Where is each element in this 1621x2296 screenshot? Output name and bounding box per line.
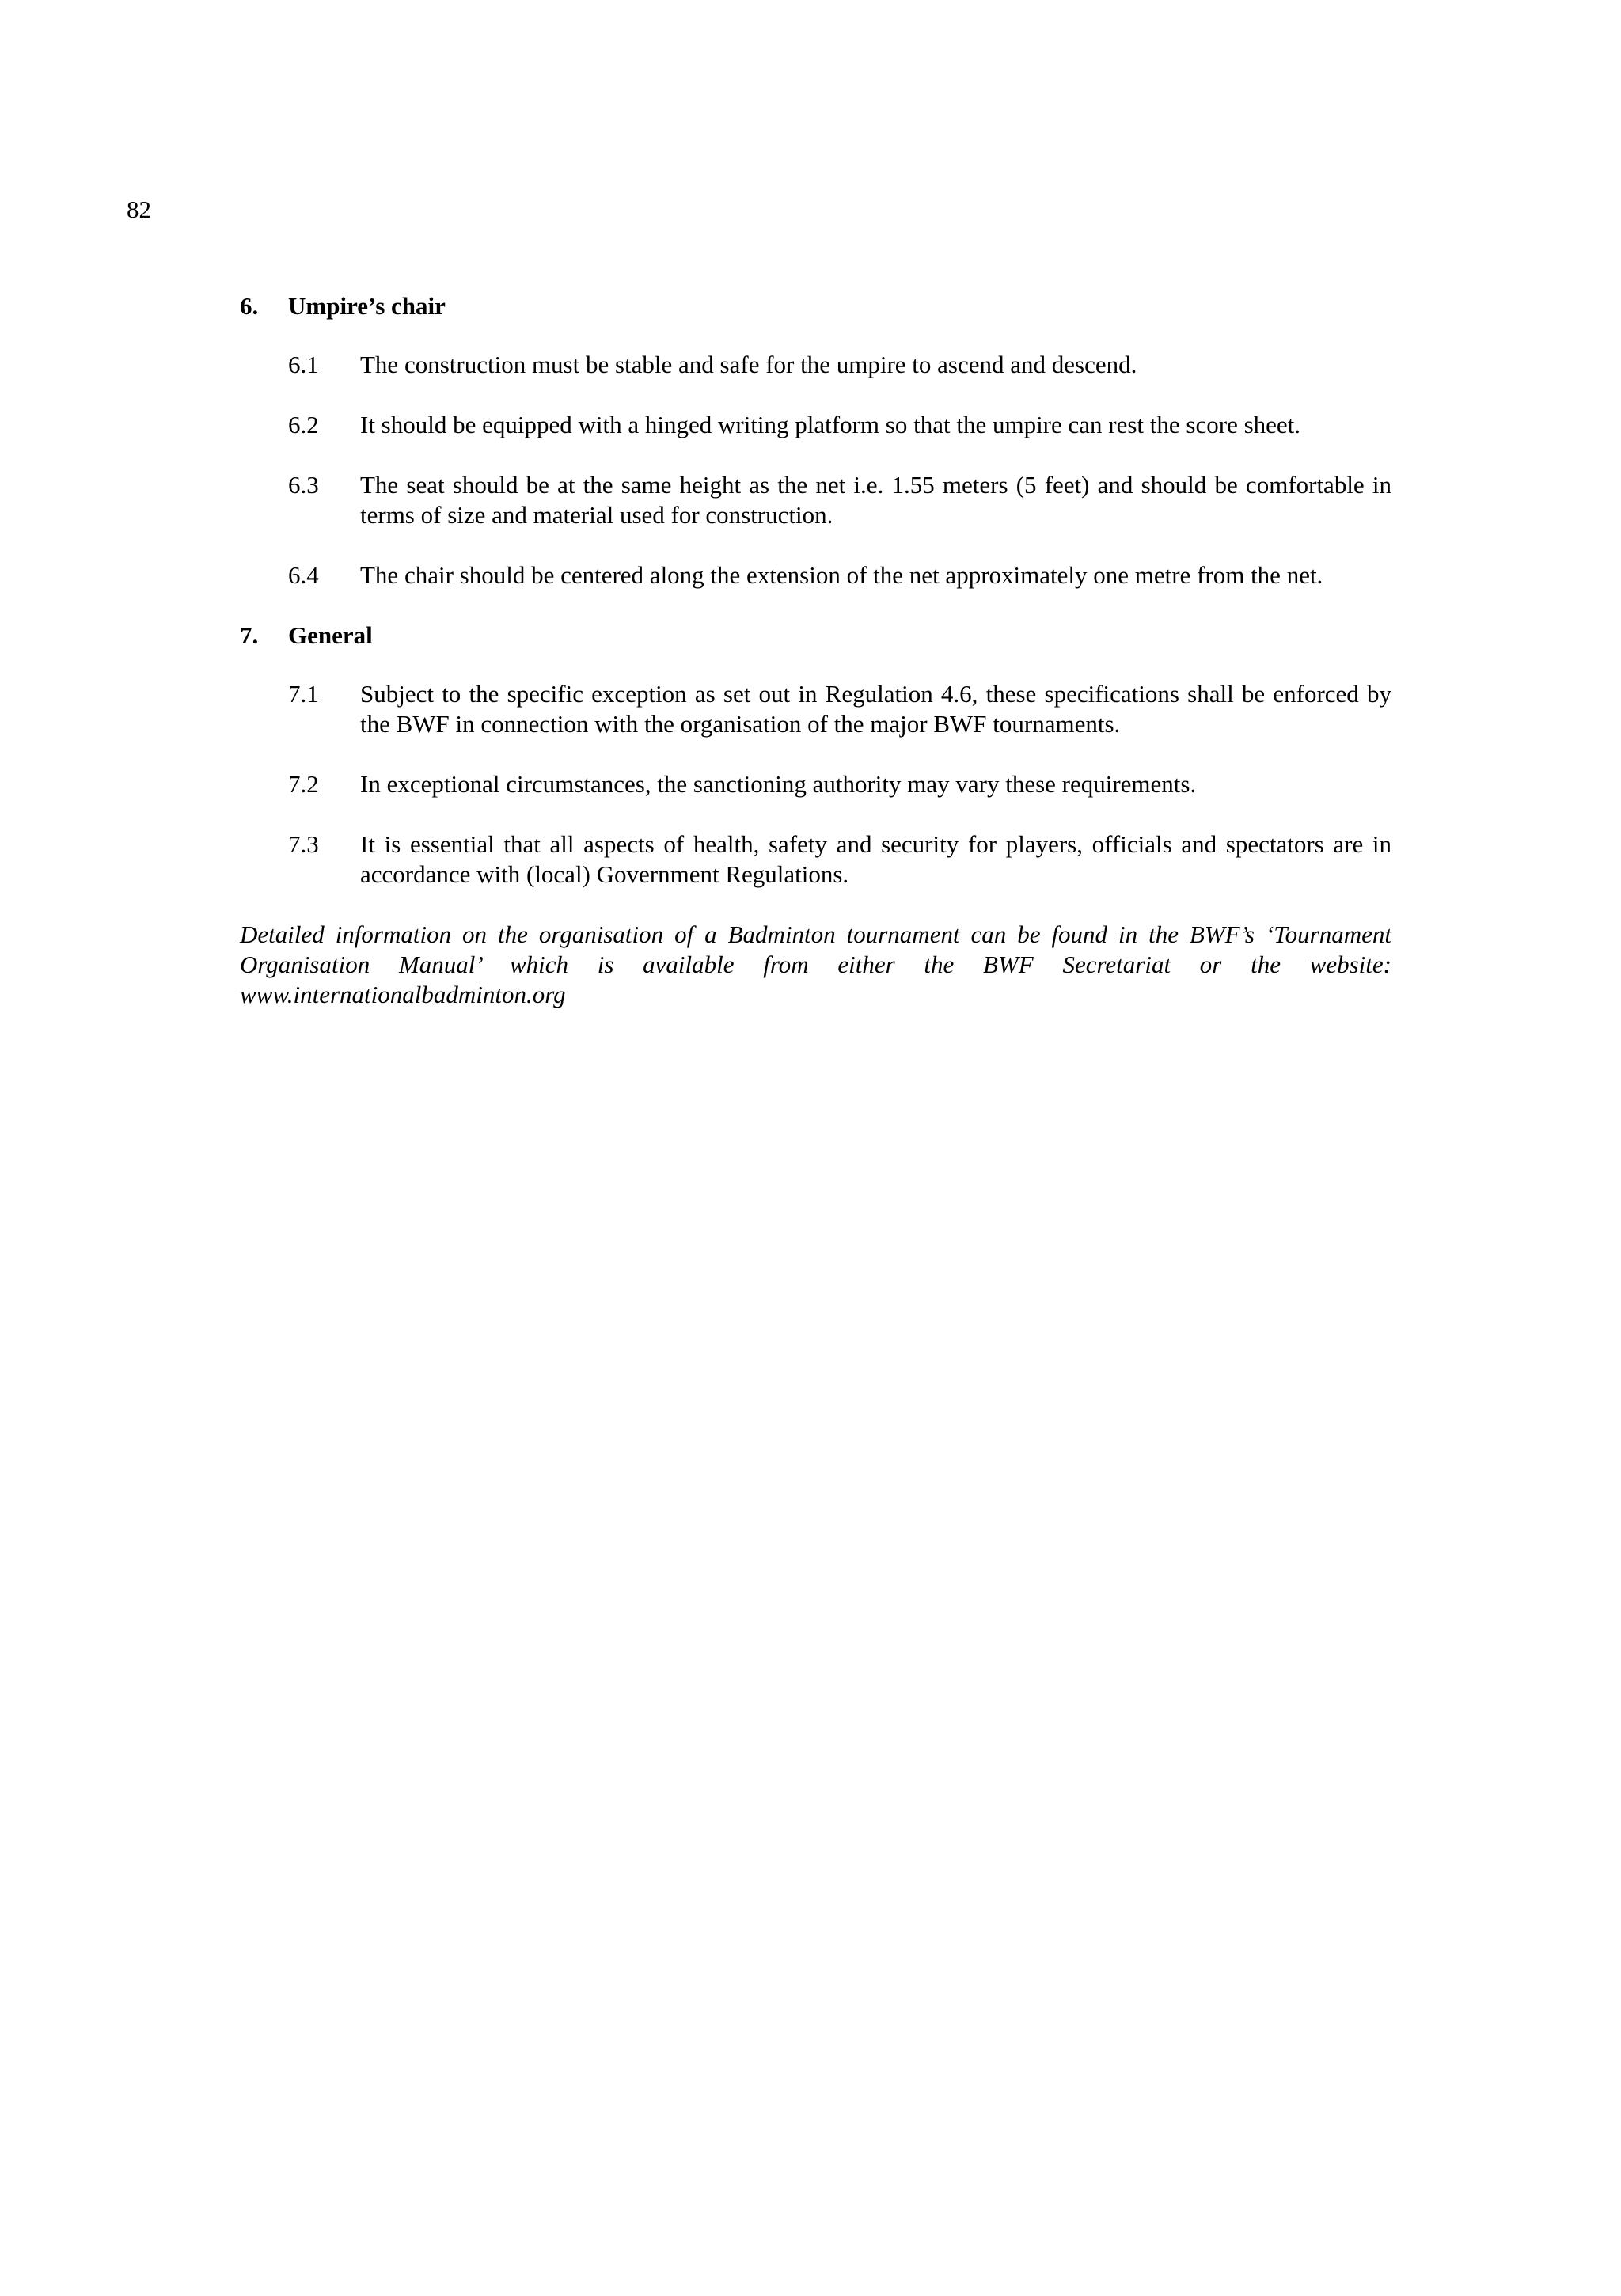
item-number: 6.2 (288, 411, 319, 438)
list-item (288, 829, 1391, 890)
list-item (288, 470, 1391, 530)
list-item (288, 410, 1391, 440)
item-text: The seat should be at the same height as the net i.e. 1.55 meters (5 feet) and should be comfortable in terms of size and material used for construction. (360, 471, 1391, 529)
section-number: 7. (240, 621, 259, 649)
item-number: 7.1 (288, 680, 319, 708)
item-text: It should be equipped with a hinged writing platform so that the umpire can rest the score sheet. (360, 411, 1301, 438)
section-umpires-chair (240, 291, 1391, 590)
item-text: The chair should be centered along the extension of the net approximately one metre from the net. (360, 561, 1323, 589)
section-heading (240, 291, 1391, 321)
list-item (288, 560, 1391, 590)
list-item (288, 769, 1391, 799)
page-content (240, 291, 1391, 1010)
section-number: 6. (240, 292, 259, 320)
section-title: General (288, 621, 373, 649)
item-number: 6.3 (288, 471, 319, 499)
page-number: 82 (127, 195, 151, 223)
item-text: It is essential that all aspects of health, safety and security for players, officials and spectators are in accordance with (local) Government Regulations. (360, 830, 1391, 888)
item-number: 7.2 (288, 770, 319, 798)
item-number: 6.1 (288, 351, 319, 378)
item-text: The construction must be stable and safe for the umpire to ascend and descend. (360, 351, 1137, 378)
section-general (240, 620, 1391, 890)
closing-note: Detailed information on the organisation of a Badminton tournament can be found in the BWF’s ‘Tournament Organisation Manual’ which is available from either the BWF Secretariat or the website: www.internationalbadminton.org (240, 920, 1391, 1008)
item-text: Subject to the specific exception as set out in Regulation 4.6, these specifications shall be enforced by the BWF in connection with the organisation of the major BWF tournaments. (360, 680, 1391, 738)
item-number: 7.3 (288, 830, 319, 858)
item-number: 6.4 (288, 561, 319, 589)
list-item (288, 679, 1391, 739)
item-text: In exceptional circumstances, the sanctioning authority may vary these requirements. (360, 770, 1197, 798)
list-item (288, 350, 1391, 380)
section-heading (240, 620, 1391, 651)
section-title: Umpire’s chair (288, 292, 446, 320)
